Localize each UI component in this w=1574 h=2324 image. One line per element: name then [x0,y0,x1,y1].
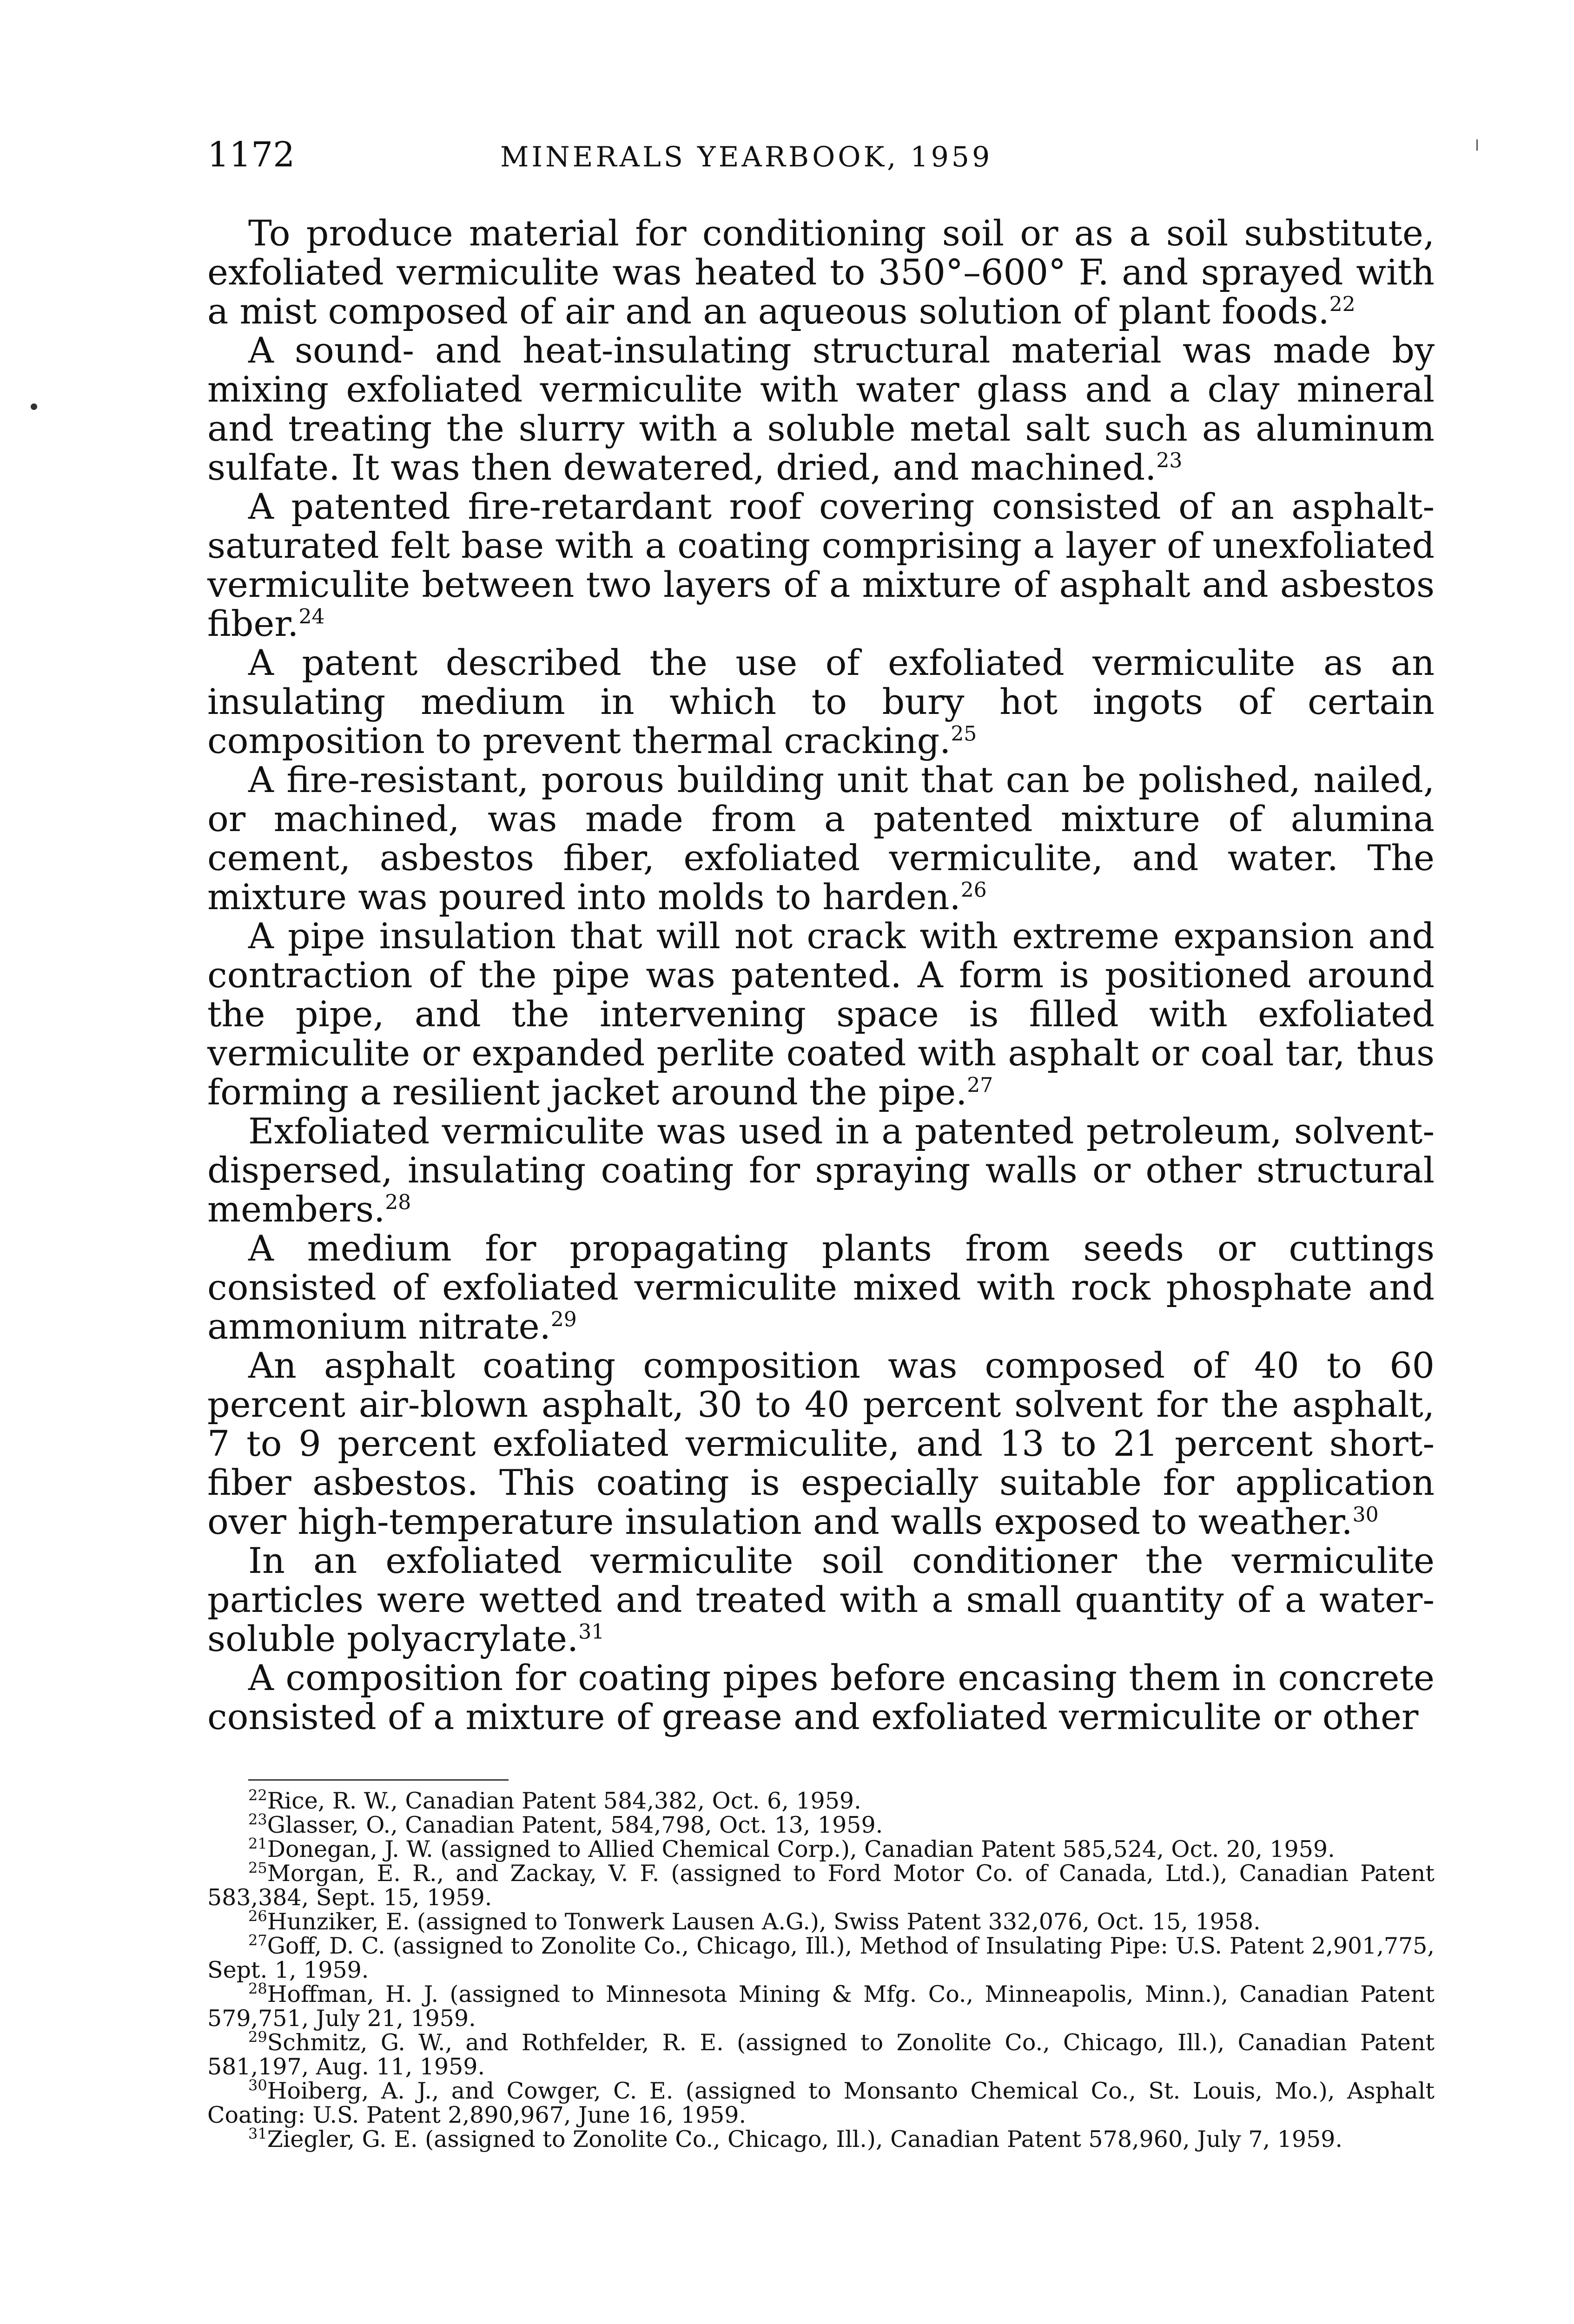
body-text [207,214,1435,1736]
page-header [207,135,1435,195]
paragraph [207,643,1435,760]
footnote-number: 23 [248,1810,267,1829]
footnote-text: Donegan, J. W. (assigned to Allied Chemical Corp.), Canadian Patent 585,524, Oct. 20, 1959. [267,1836,1335,1862]
footnote-ref: 30 [1352,1503,1379,1527]
paragraph [207,760,1435,917]
scan-mark [1476,139,1478,151]
footnote-ref: 29 [550,1307,577,1332]
footnote-number: 22 [248,1786,267,1804]
paragraph-text: An asphalt coating composition was composed of 40 to 60 percent air-blown asphalt, 30 to 40 percent solvent for the asphalt, 7 to 9 percent exfoliated vermiculite, and 13 to 21 percent short-fiber asbestos. This coating is especially suitable for application over high-temperature insulation and walls exposed to weather. [207,1345,1435,1542]
paragraph [207,214,1435,331]
paragraph-text: A patented fire-retardant roof covering consisted of an asphalt-saturated felt base with a coating comprising a layer of unexfoliated vermiculite between two layers of a mixture of asphalt and asbestos fiber. [207,486,1435,644]
footnote-number: 25 [248,1859,267,1877]
footnote-ref: 28 [385,1190,411,1215]
document-page [207,135,1435,2152]
paragraph-text: To produce material for conditioning soil or as a soil substitute, exfoliated vermiculite was heated to 350°–600° F. and sprayed with a mist composed of air and an aqueous solution of plant foods. [207,212,1435,332]
paragraph [207,1346,1435,1541]
footnote-text: Glasser, O., Canadian Patent, 584,798, Oct. 13, 1959. [267,1812,883,1838]
footnote [207,1931,1435,1983]
footnote-text: Ziegler, G. E. (assigned to Zonolite Co., Chicago, Ill.), Canadian Patent 578,960, July 7, 1959. [267,2126,1343,2152]
paragraph-text: A patent described the use of exfoliated vermiculite as an insulating medium in which to bury hot ingots of certain composition to prevent thermal cracking. [207,642,1435,761]
footnote-text: Hoffman, H. J. (assigned to Minnesota Mining & Mfg. Co., Minneapolis, Minn.), Canadian Patent 579,751, July 21, 1959. [207,1981,1435,2032]
footnote [207,1982,1435,2031]
paragraph [207,487,1435,643]
footnote-divider [248,1779,509,1781]
footnote-number: 27 [248,1931,267,1949]
footnote-text: Goff, D. C. (assigned to Zonolite Co., Chicago, Ill.), Method of Insulating Pipe: U.S. Patent 2,901,775, Sept. 1, 1959. [207,1933,1435,1983]
footnote-number: 30 [248,2076,267,2094]
footnote [207,1810,1435,1838]
paragraph-text: A fire-resistant, porous building unit that can be polished, nailed, or machined, was made from a patented mixture of alumina cement, asbestos fiber, exfoliated vermiculite, and water. The mixture was poured into molds to harden. [207,759,1435,918]
paragraph [207,1229,1435,1346]
footnote-text: Rice, R. W., Canadian Patent 584,382, Oct. 6, 1959. [267,1788,861,1814]
paragraph [207,1112,1435,1229]
footnote [207,1907,1435,1935]
paragraph [207,1541,1435,1658]
footnote-text: Hoiberg, A. J., and Cowger, C. E. (assigned to Monsanto Chemical Co., St. Louis, Mo.), Asphalt Coating: U.S. Patent 2,890,967, June 16, 1959. [207,2078,1435,2128]
footnote [207,1786,1435,1814]
page-number: 1172 [207,135,295,175]
footnote-number: 21 [248,1835,267,1853]
footnote-ref: 25 [951,722,977,746]
footnote-ref: 26 [960,878,987,902]
footnote-text: Morgan, E. R., and Zackay, V. F. (assigned to Ford Motor Co. of Canada, Ltd.), Canadian Patent 583,384, Sept. 15, 1959. [207,1860,1435,1911]
footnote-ref: 31 [578,1620,605,1644]
footnote-number: 29 [248,2028,267,2046]
paragraph-text: Exfoliated vermiculite was used in a patented petroleum, solvent-dispersed, insulating coating for spraying walls or other structural members. [207,1110,1435,1230]
paragraph [207,331,1435,487]
footnote-ref: 27 [967,1073,993,1097]
paragraph [207,917,1435,1112]
footnote [207,2076,1435,2128]
paragraph [207,1658,1435,1736]
footnote-ref: 23 [1156,449,1183,473]
paragraph-text: A pipe insulation that will not crack with extreme expansion and contraction of the pipe was patented. A form is positioned around the pipe, and the intervening space is filled with exfoliated vermiculite or expanded perlite coated with asphalt or coal tar, thus forming a resilient jacket around the pipe. [207,915,1435,1113]
footnote-number: 31 [248,2125,267,2143]
paragraph-text: A sound- and heat-insulating structural material was made by mixing exfoliated vermiculite with water glass and a clay mineral and treating the slurry with a soluble metal salt such as aluminum sulfate. It was then dewatered, dried, and machined. [207,330,1435,488]
paragraph-text: A medium for propagating plants from seeds or cuttings consisted of exfoliated vermiculite mixed with rock phosphate and ammonium nitrate. [207,1228,1435,1347]
paragraph-text: A composition for coating pipes before encasing them in concrete consisted of a mixture of grease and exfoliated vermiculite or other [207,1657,1435,1737]
footnote [207,2127,1435,2152]
footnotes [207,1779,1435,2152]
paragraph-text: In an exfoliated vermiculite soil conditioner the vermiculite particles were wetted and treated with a small quantity of a water-soluble polyacrylate. [207,1540,1435,1659]
footnote-text: Hunziker, E. (assigned to Tonwerk Lausen A.G.), Swiss Patent 332,076, Oct. 15, 1958. [267,1908,1261,1935]
footnote-ref: 22 [1329,292,1356,317]
footnote-number: 28 [248,1980,267,1998]
running-head: MINERALS YEARBOOK, 1959 [500,141,993,173]
footnote-ref: 24 [298,605,325,629]
footnote [207,1859,1435,1911]
footnote-text: Schmitz, G. W., and Rothfelder, R. E. (assigned to Zonolite Co., Chicago, Ill.), Canadian Patent 581,197, Aug. 11, 1959. [207,2029,1435,2080]
footnote [207,2028,1435,2080]
footnote [207,1837,1435,1862]
footnote-number: 26 [248,1907,267,1925]
margin-mark [31,403,37,410]
